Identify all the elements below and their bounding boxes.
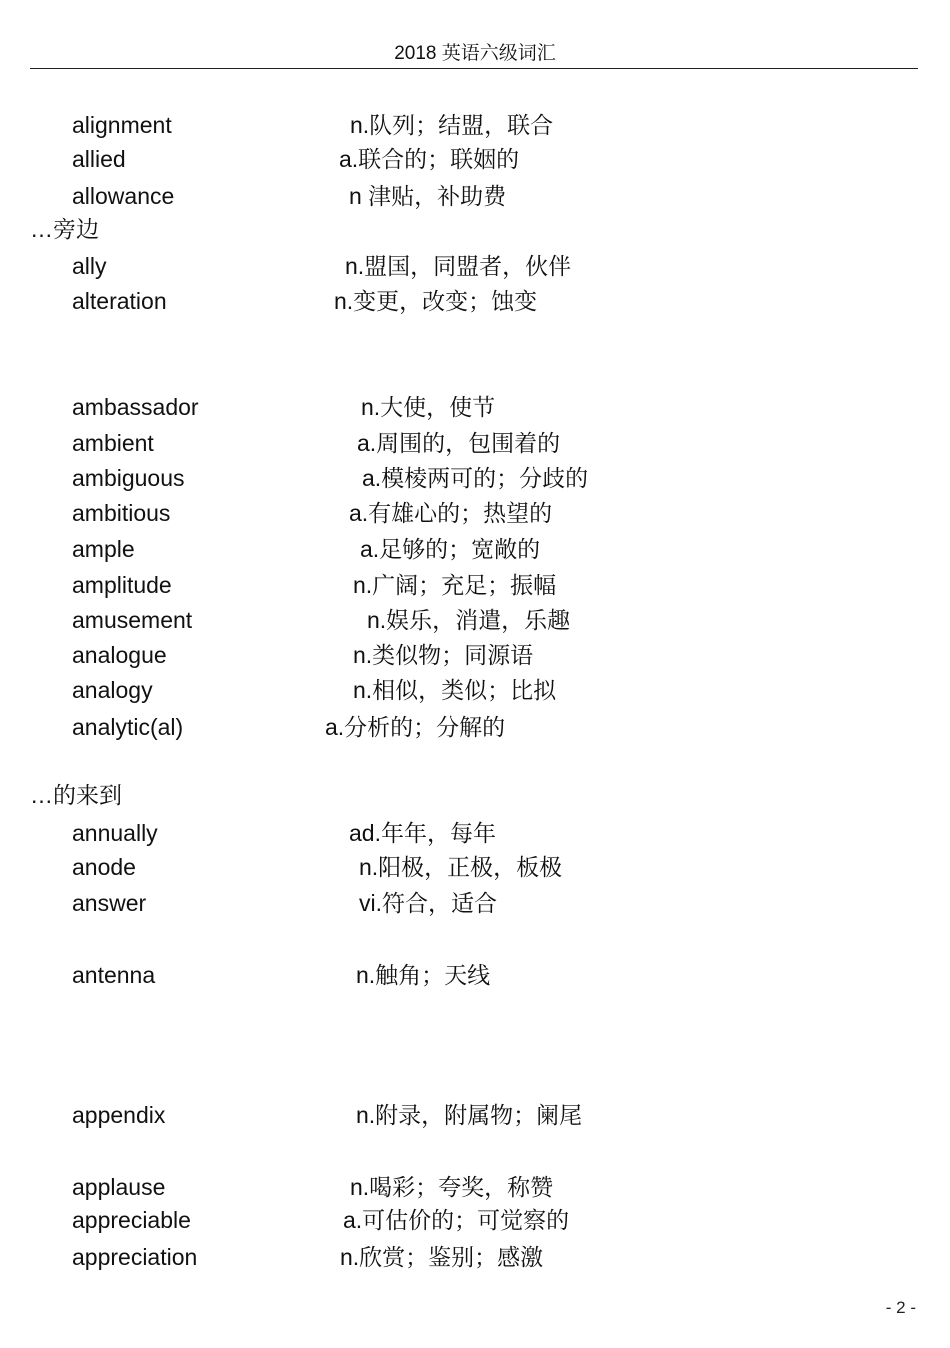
entry-definition: vi.符合，适合	[359, 890, 497, 916]
entry-word: appendix	[72, 1102, 166, 1128]
vocab-entry	[0, 285, 950, 317]
entry-definition: a.模棱两可的；分歧的	[362, 465, 589, 491]
entry-definition: a.足够的；宽敞的	[360, 536, 541, 562]
entry-word: amusement	[72, 607, 193, 633]
entry-definition: a.可估价的；可觉察的	[343, 1207, 570, 1233]
entry-word: antenna	[72, 962, 156, 988]
vocab-entry	[0, 1204, 950, 1236]
entry-word: appreciable	[72, 1207, 191, 1233]
vocab-entry	[0, 569, 950, 601]
entry-definition: n.变更，改变；蚀变	[334, 288, 538, 314]
vocab-entry	[0, 533, 950, 565]
vocab-entry	[0, 143, 950, 175]
entry-definition: n.喝彩；夸奖，称赞	[350, 1174, 554, 1200]
vocab-entry	[0, 391, 950, 423]
header-divider	[30, 68, 918, 69]
vocab-entry	[0, 1241, 950, 1273]
entry-definition: a.联合的；联姻的	[339, 146, 520, 172]
vocab-entry	[0, 604, 950, 636]
vocab-entry	[0, 1171, 950, 1203]
entry-definition: n.附录，附属物；阑尾	[356, 1102, 583, 1128]
vocab-entry	[0, 497, 950, 529]
entry-word: annually	[72, 820, 158, 846]
entry-word: answer	[72, 890, 147, 916]
entry-word: analogy	[72, 677, 153, 703]
page-number: - 2 -	[885, 1298, 916, 1317]
text-fragment: …的来到	[30, 782, 122, 808]
vocab-entry	[0, 462, 950, 494]
entry-definition: n.大使，使节	[361, 394, 496, 420]
vocab-entry	[0, 250, 950, 282]
entry-definition: n.欣赏；鉴别；感激	[340, 1244, 544, 1270]
entry-word: allowance	[72, 183, 175, 209]
entry-word: applause	[72, 1174, 166, 1200]
entry-word: allied	[72, 146, 126, 172]
entry-definition: n 津贴，补助费	[349, 183, 507, 209]
entry-word: appreciation	[72, 1244, 198, 1270]
entry-definition: n.队列；结盟，联合	[350, 112, 554, 138]
entry-word: ambitious	[72, 500, 171, 526]
entry-word: analytic(al)	[72, 714, 184, 740]
vocab-entry	[0, 639, 950, 671]
entry-definition: n.触角；天线	[356, 962, 491, 988]
vocab-entry	[0, 427, 950, 459]
entry-word: ambient	[72, 430, 154, 456]
entry-definition: a.有雄心的；热望的	[349, 500, 553, 526]
entry-word: analogue	[72, 642, 167, 668]
vocab-entry	[0, 674, 950, 706]
entry-definition: ad.年年，每年	[349, 820, 496, 846]
entry-word: alignment	[72, 112, 172, 138]
vocab-entry	[0, 711, 950, 743]
page-header-title: 2018 英语六级词汇	[394, 43, 556, 64]
vocab-entry	[0, 851, 950, 883]
entry-word: ally	[72, 253, 107, 279]
entry-definition: n.盟国，同盟者，伙伴	[345, 253, 572, 279]
vocab-entry	[0, 817, 950, 849]
entry-definition: a.分析的；分解的	[325, 714, 506, 740]
entry-definition: n.娱乐，消遣，乐趣	[367, 607, 571, 633]
vocab-entry	[0, 887, 950, 919]
vocab-entry	[0, 180, 950, 212]
entry-definition: n.类似物；同源语	[353, 642, 534, 668]
vocab-entry	[0, 1099, 950, 1131]
entry-definition: n.阳极，正极，板极	[359, 854, 563, 880]
entry-word: ample	[72, 536, 135, 562]
entry-word: ambiguous	[72, 465, 185, 491]
vocab-entry	[0, 109, 950, 141]
entry-word: anode	[72, 854, 136, 880]
entry-definition: a.周围的，包围着的	[357, 430, 561, 456]
vocab-entry	[0, 959, 950, 991]
entry-word: alteration	[72, 288, 167, 314]
entry-definition: n.相似，类似；比拟	[353, 677, 557, 703]
entry-word: ambassador	[72, 394, 199, 420]
entry-word: amplitude	[72, 572, 172, 598]
text-fragment: …旁边	[30, 216, 99, 242]
entry-definition: n.广阔；充足；振幅	[353, 572, 557, 598]
